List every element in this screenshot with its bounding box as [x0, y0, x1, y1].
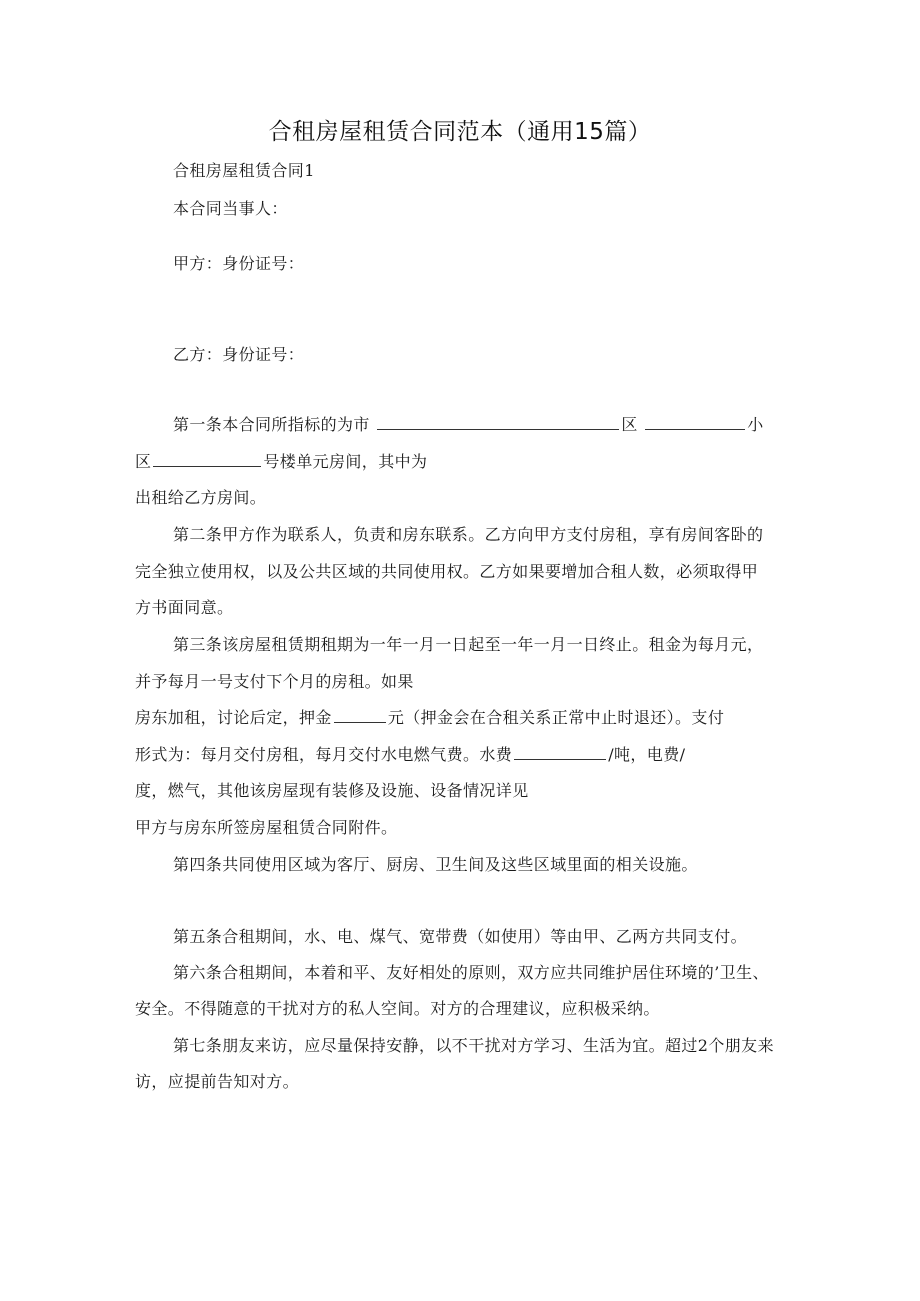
clause2-line1: 第二条甲方作为联系人，负责和房东联系。乙方向甲方支付房租，享有房间客卧的 — [173, 525, 764, 544]
clause1-text-d: 区 — [135, 452, 152, 471]
clause5-line: 第五条合租期间，水、电、煤气、宽带费（如使用）等由甲、乙两方共同支付。 — [173, 927, 748, 946]
document-title: 合租房屋租赁合同范本（通用15篇） — [268, 119, 652, 145]
payment-text: 形式为：每月交付房租，每月交付水电燃气费。水费 — [135, 745, 513, 764]
clause3-line3 — [135, 707, 724, 729]
building-blank — [153, 451, 261, 467]
clause2-line2: 完全独立使用权，以及公共区域的共同使用权。乙方如果要增加合租人数，必须取得甲 — [135, 562, 759, 581]
clause1-text-b: 区 — [621, 415, 638, 434]
clause1-line3: 出租给乙方房间。 — [135, 488, 267, 507]
deposit-text: 房东加租，讨论后定，押金 — [135, 708, 332, 727]
water-fee-blank — [514, 744, 606, 760]
clause1-text-c: 小 — [747, 415, 764, 434]
payment-text-b: /吨，电费/ — [608, 745, 686, 764]
clause7-line2: 访，应提前告知对方。 — [135, 1072, 300, 1091]
clause3-line2: 并予每月一号支付下个月的房租。如果 — [135, 672, 414, 691]
clause1-text-e: 号楼单元房间，其中为 — [263, 452, 428, 471]
deposit-text-b: 元（押金会在合租关系正常中止时退还）。支付 — [387, 708, 725, 727]
party-a-line: 甲方：身份证号： — [173, 254, 305, 273]
clause2-line3: 方书面同意。 — [135, 598, 234, 617]
clause3-line5: 度，燃气，其他该房屋现有装修及设施、设备情况详见 — [135, 781, 529, 800]
clause1-text-a: 第一条本合同所指标的为市 — [173, 415, 370, 434]
clause1-line2 — [135, 451, 427, 473]
deposit-blank — [334, 707, 386, 723]
clause6-line2: 安全。不得随意的干扰对方的私人空间。对方的合理建议，应积极采纳。 — [135, 999, 660, 1018]
clause7-line1: 第七条朋友来访，应尽量保持安静，以不干扰对方学习、生活为宜。超过2个朋友来 — [173, 1036, 774, 1055]
clause4-line: 第四条共同使用区域为客厅、厨房、卫生间及这些区域里面的相关设施。 — [173, 855, 698, 874]
city-blank — [377, 414, 619, 430]
clause1-line1 — [173, 414, 764, 436]
clause3-line1: 第三条该房屋租赁期租期为一年一月一日起至一年一月一日终止。租金为每月元， — [173, 635, 764, 654]
parties-intro: 本合同当事人： — [173, 199, 288, 218]
clause3-line6: 甲方与房东所签房屋租赁合同附件。 — [135, 818, 398, 837]
clause6-line1: 第六条合租期间，本着和平、友好相处的原则，双方应共同维护居住环境的’卫生、 — [173, 963, 769, 982]
party-b-line: 乙方：身份证号： — [173, 345, 305, 364]
clause3-line4 — [135, 744, 685, 766]
district-blank — [645, 414, 745, 430]
contract-subtitle: 合租房屋租赁合同1 — [173, 161, 315, 180]
